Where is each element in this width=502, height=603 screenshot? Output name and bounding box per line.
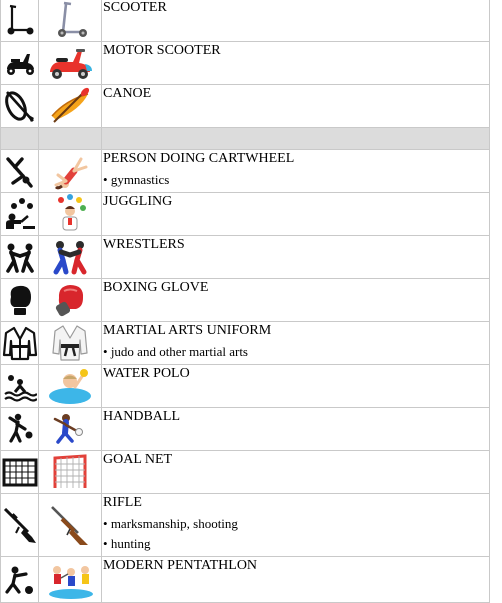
bw-icon-cell xyxy=(1,193,39,236)
rifle-color-icon xyxy=(48,503,92,547)
table-row xyxy=(1,0,490,42)
bw-icon-cell xyxy=(1,494,39,557)
cartwheel-color-icon xyxy=(48,151,92,191)
handball-icon xyxy=(3,411,37,447)
name-cell xyxy=(102,322,490,365)
table-row xyxy=(1,150,490,193)
keyword-item: • hunting xyxy=(103,534,489,554)
color-icon-cell xyxy=(39,494,102,557)
goal-net-icon xyxy=(2,457,38,487)
table-row xyxy=(1,494,490,557)
bw-icon-cell xyxy=(1,557,39,603)
name-cell xyxy=(102,494,490,557)
emoji-name: MODERN PENTATHLON xyxy=(103,558,258,573)
modern-pentathlon-icon xyxy=(2,562,38,598)
table-row xyxy=(1,236,490,279)
kick-scooter-icon xyxy=(3,3,37,37)
kick-scooter-color-icon xyxy=(50,0,90,40)
juggling-color-icon xyxy=(50,194,90,234)
table-row xyxy=(1,279,490,322)
rifle-icon xyxy=(2,505,38,545)
emoji-name: JUGGLING xyxy=(103,194,173,209)
name-cell xyxy=(102,193,490,236)
emoji-name: MARTIAL ARTS UNIFORM xyxy=(103,323,272,338)
wrestlers-color-icon xyxy=(47,238,93,276)
water-polo-color-icon xyxy=(48,367,92,405)
emoji-name: RIFLE xyxy=(103,495,142,510)
color-icon-cell xyxy=(39,85,102,128)
name-cell xyxy=(102,451,490,494)
bw-icon-cell xyxy=(1,85,39,128)
color-icon-cell xyxy=(39,365,102,408)
bw-icon-cell xyxy=(1,150,39,193)
color-icon-cell xyxy=(39,42,102,85)
martial-arts-uniform-color-icon xyxy=(50,323,90,363)
cartwheel-icon xyxy=(3,153,37,189)
table-row xyxy=(1,42,490,85)
bw-icon-cell xyxy=(1,365,39,408)
emoji-name: MOTOR SCOOTER xyxy=(103,43,221,58)
bw-icon-cell xyxy=(1,42,39,85)
name-cell xyxy=(102,557,490,603)
name-cell xyxy=(102,85,490,128)
table-row xyxy=(1,322,490,365)
keyword-item: • marksmanship, shooting xyxy=(103,514,489,534)
juggling-icon xyxy=(2,196,38,232)
color-icon-cell xyxy=(39,279,102,322)
table-row xyxy=(1,408,490,451)
keyword-list xyxy=(103,342,489,362)
color-icon-cell xyxy=(39,322,102,365)
name-cell xyxy=(102,42,490,85)
color-icon-cell xyxy=(39,236,102,279)
emoji-name: WRESTLERS xyxy=(103,237,185,252)
canoe-icon xyxy=(3,88,37,124)
bw-icon-cell xyxy=(1,236,39,279)
name-cell xyxy=(102,365,490,408)
emoji-name: PERSON DOING CARTWHEEL xyxy=(103,151,295,166)
table-row xyxy=(1,193,490,236)
color-icon-cell xyxy=(39,408,102,451)
water-polo-icon xyxy=(3,370,37,402)
table-row xyxy=(1,451,490,494)
modern-pentathlon-color-icon xyxy=(45,560,95,600)
color-icon-cell xyxy=(39,557,102,603)
table-row xyxy=(1,557,490,603)
bw-icon-cell xyxy=(1,408,39,451)
bw-icon-cell xyxy=(1,451,39,494)
canoe-color-icon xyxy=(48,86,92,126)
name-cell xyxy=(102,236,490,279)
name-cell xyxy=(102,150,490,193)
table-row xyxy=(1,85,490,128)
boxing-glove-color-icon xyxy=(50,281,90,319)
name-cell xyxy=(102,0,490,42)
bw-icon-cell xyxy=(1,279,39,322)
handball-color-icon xyxy=(48,409,92,449)
emoji-name: SCOOTER xyxy=(103,0,167,15)
keyword-item: • gymnastics xyxy=(103,170,489,190)
goal-net-color-icon xyxy=(49,452,91,492)
name-cell xyxy=(102,279,490,322)
table-row xyxy=(1,365,490,408)
emoji-name: HANDBALL xyxy=(103,409,180,424)
emoji-name: WATER POLO xyxy=(103,366,190,381)
motor-scooter-color-icon xyxy=(45,44,95,82)
motor-scooter-icon xyxy=(3,46,37,80)
name-cell xyxy=(102,408,490,451)
bw-icon-cell xyxy=(1,322,39,365)
boxing-glove-icon xyxy=(5,283,35,317)
keyword-list xyxy=(103,514,489,554)
color-icon-cell xyxy=(39,150,102,193)
emoji-name: GOAL NET xyxy=(103,452,173,467)
color-icon-cell xyxy=(39,0,102,42)
section-divider xyxy=(1,128,490,150)
color-icon-cell xyxy=(39,451,102,494)
martial-arts-uniform-icon xyxy=(2,325,38,361)
keyword-list xyxy=(103,170,489,190)
color-icon-cell xyxy=(39,193,102,236)
emoji-name: CANOE xyxy=(103,86,152,101)
bw-icon-cell xyxy=(1,0,39,42)
keyword-item: • judo and other martial arts xyxy=(103,342,489,362)
emoji-name: BOXING GLOVE xyxy=(103,280,209,295)
wrestlers-icon xyxy=(2,240,38,274)
